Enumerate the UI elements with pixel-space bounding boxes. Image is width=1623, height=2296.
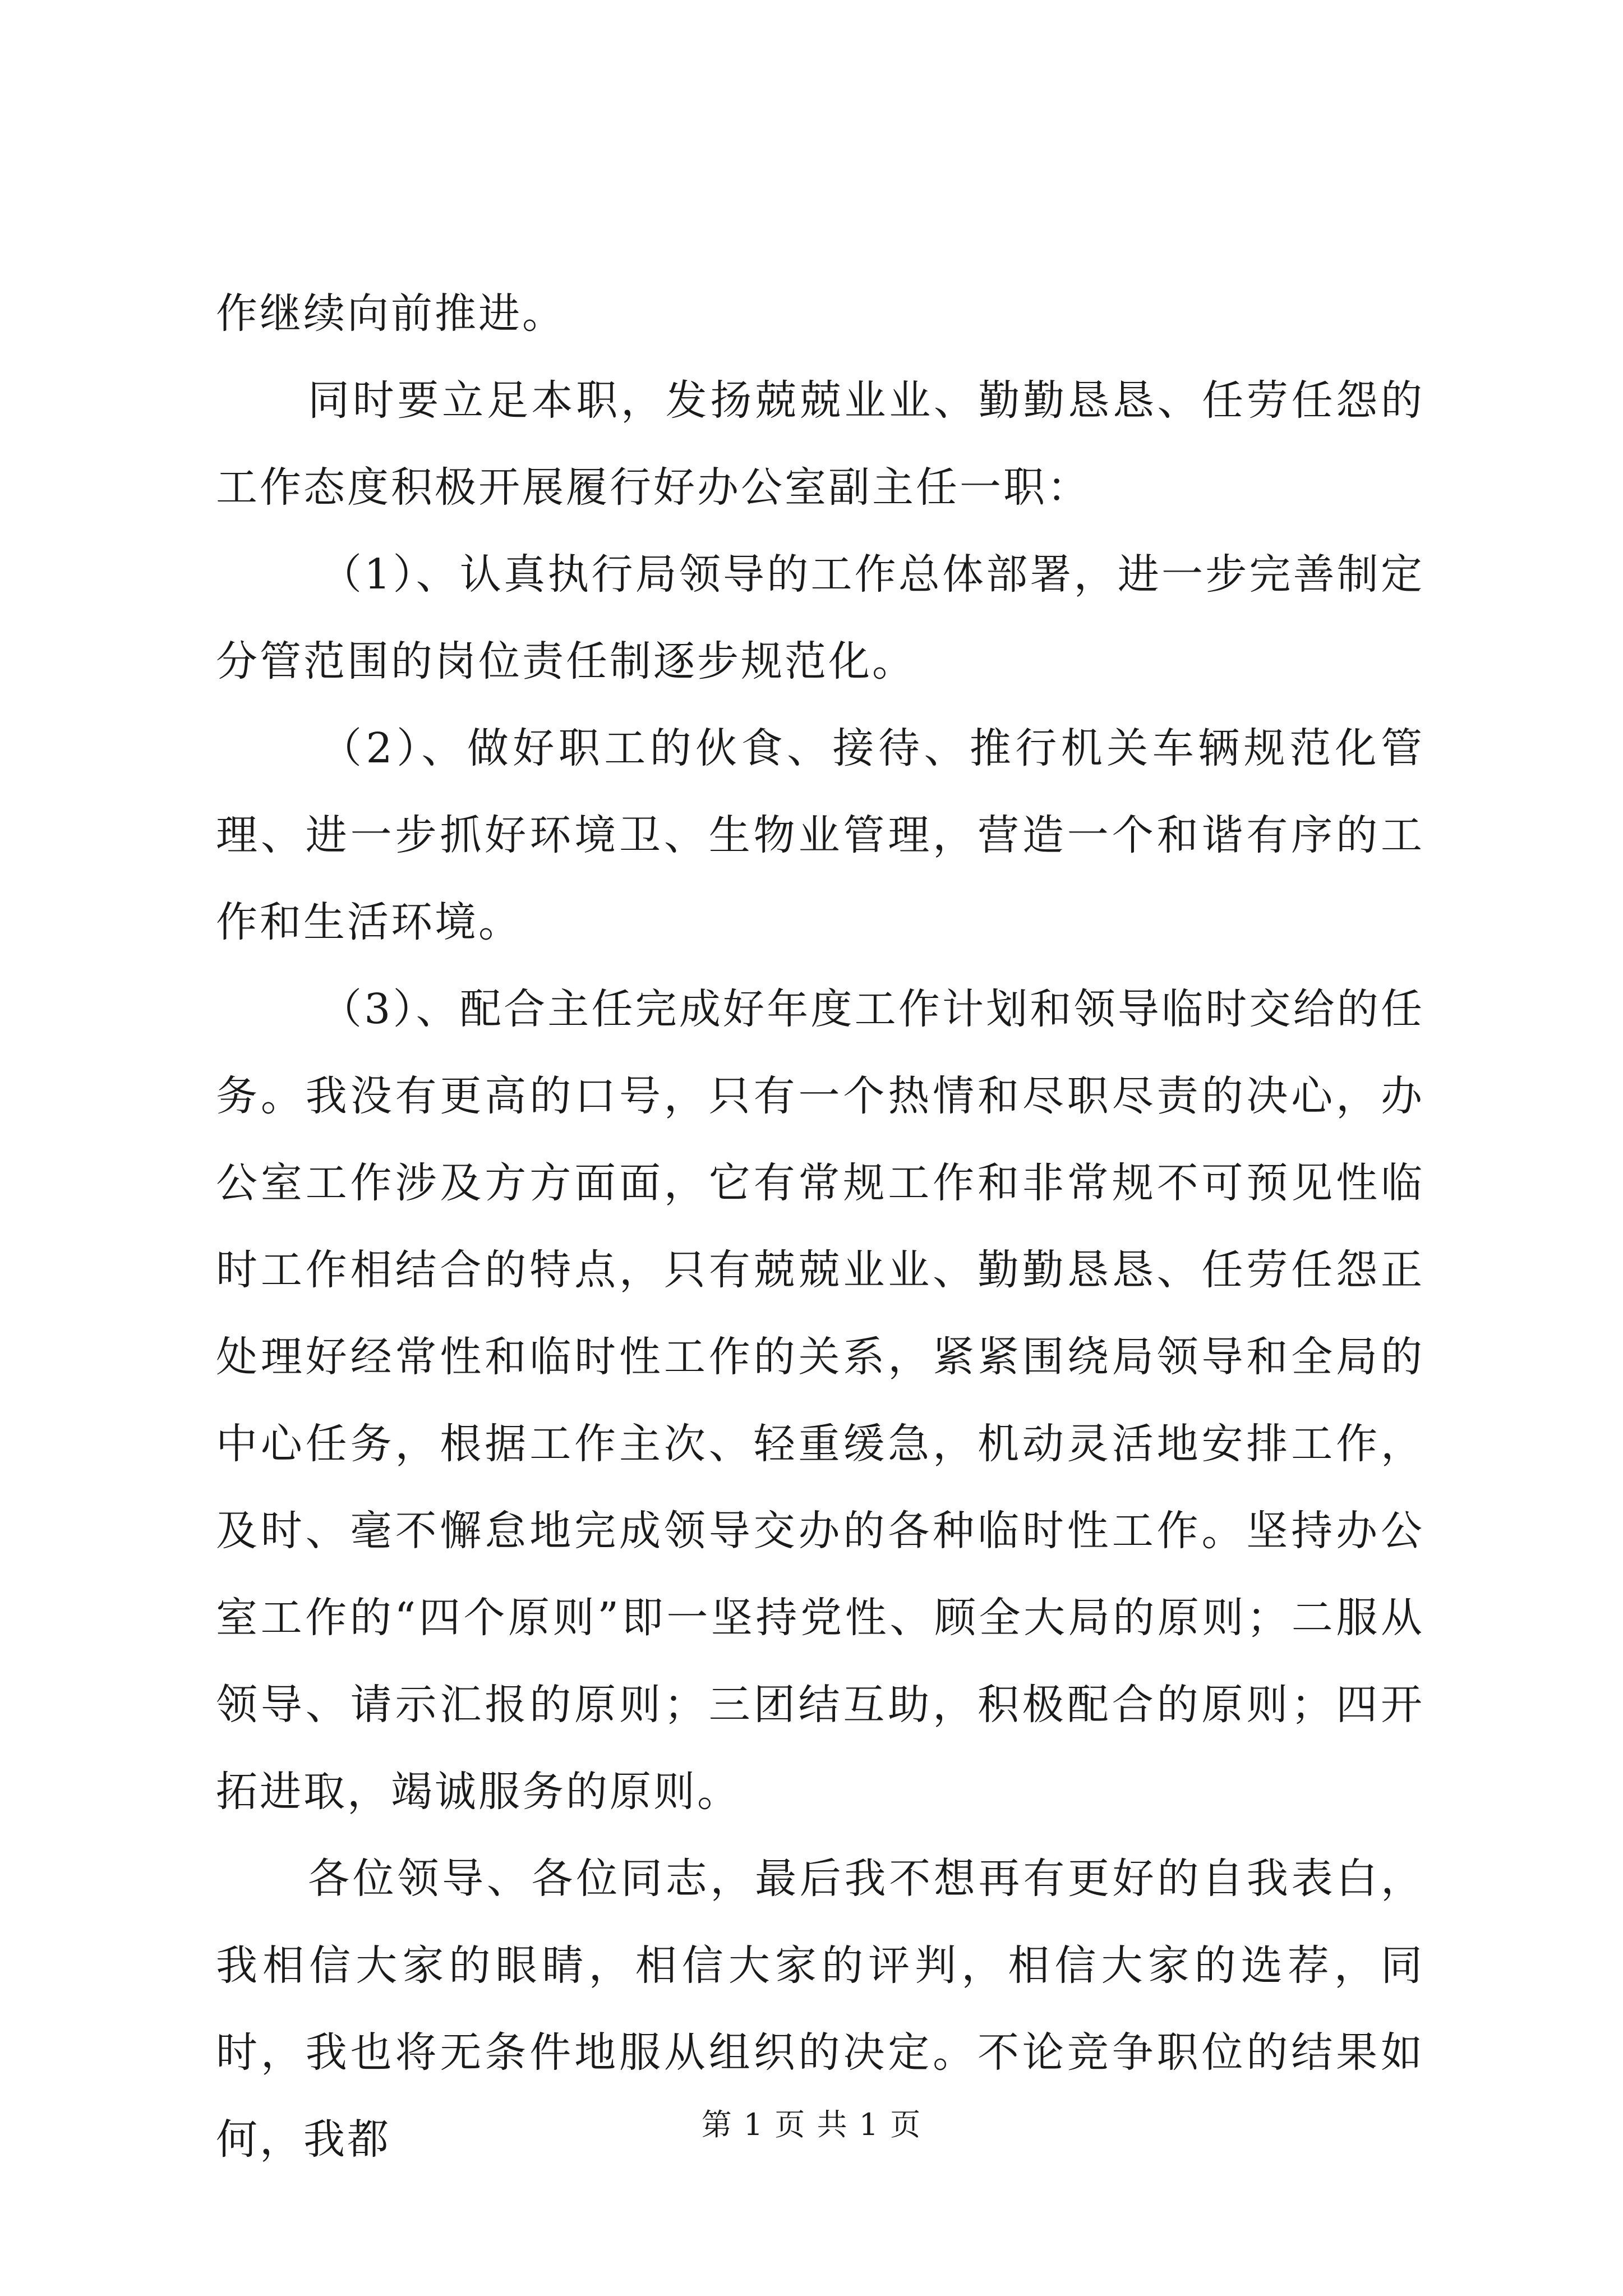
paragraph-closing: 各位领导、各位同志，最后我不想再有更好的自我表白，我相信大家的眼睛，相信大家的评判，相信大家的选荐，同时，我也将无条件地服从组织的决定。不论竞争职位的结果如何，我都	[216, 1855, 1424, 2164]
document-body	[216, 270, 1424, 2183]
paragraph-continuation: 作继续向前推进。	[216, 289, 566, 338]
paragraph-duties-intro: 同时要立足本职，发扬兢兢业业、勤勤恳恳、任劳任怨的工作态度积极开展履行好办公室副主任一职：	[216, 376, 1424, 512]
paragraph-item-2: （2）、做好职工的伙食、接待、推行机关车辆规范化管理、进一步抓好环境卫、生物业管理，营造一个和谐有序的工作和生活环境。	[216, 724, 1424, 946]
paragraph-item-1: （1）、认真执行局领导的工作总体部署，进一步完善制定分管范围的岗位责任制逐步规范化。	[216, 550, 1424, 685]
page-number-footer: 第 1 页 共 1 页	[701, 2107, 922, 2142]
paragraph-item-3: （3）、配合主任完成好年度工作计划和领导临时交给的任务。我没有更高的口号，只有一个热情和尽职尽责的决心，办公室工作涉及方方面面，它有常规工作和非常规不可预见性临时工作相结合的特点，只有兢兢业业、勤勤恳恳、任劳任怨正处理好经常性和临时性工作的关系，紧紧围绕局领导和全局的中心任务，根据工作主次、轻重缓急，机动灵活地安排工作，及时、毫不懈怠地完成领导交办的各种临时性工作。坚持办公室工作的“四个原则”即一坚持党性、顾全大局的原则；二服从领导、请示汇报的原则；三团结互助，积极配合的原则；四开拓进取，竭诚服务的原则。	[216, 985, 1424, 1816]
